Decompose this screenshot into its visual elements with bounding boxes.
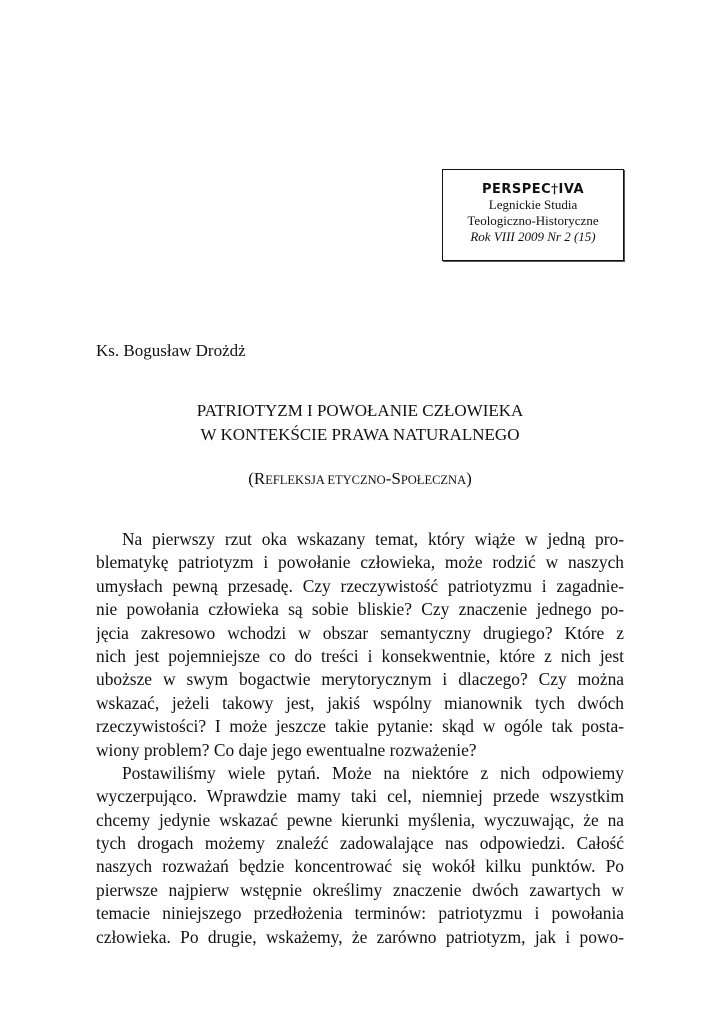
journal-name [443, 182, 623, 197]
subtitle-close: ) [466, 469, 472, 488]
body-line: chcemy jedynie wskazać pewne kierunki myślenia, wyczuwając, że na [96, 809, 624, 830]
journal-subtitle-2: Teologiczno-Historyczne [467, 213, 599, 228]
journal-info-box [442, 169, 624, 261]
body-line: pierwsze najpierw wstępnie określimy znaczenie dwóch zawartych w [96, 879, 624, 900]
body-line: rzeczywistości? I może jeszcze takie pytanie: skąd w ogóle tak posta- [96, 716, 624, 737]
journal-name-cross: † [551, 182, 559, 197]
subtitle-part-1: EFLEKSJA ETYCZNO [265, 473, 386, 487]
body-line: Postawiliśmy wiele pytań. Może na niektóre z nich odpowiemy [122, 762, 624, 783]
body-line: Na pierwszy rzut oka wskazany temat, który wiąże w jedną pro- [122, 529, 624, 549]
journal-name-part1: PERSPEC [481, 182, 552, 197]
journal-issue: Rok VIII 2009 Nr 2 (15) [470, 229, 596, 244]
title-line-2: W KONTEKŚCIE PRAWA NATURALNEGO [200, 425, 520, 444]
journal-name-part2: IVA [558, 182, 585, 197]
article-subtitle [96, 469, 624, 489]
body-line: umysłach pewną przesadę. Czy rzeczywistość patriotyzmu i zagadnie- [96, 575, 624, 596]
body-line: wiony problem? Co daje jego ewentualne rozważenie? [96, 739, 477, 760]
body-line: temacie niniejszego przedłożenia terminów: patriotyzmu i powołania [96, 903, 624, 924]
body-line: nich jest pojemniejsze co do treści i konsekwentnie, które z nich jest [96, 645, 624, 666]
journal-subtitle-1: Legnickie Studia [488, 197, 578, 212]
body-line: uboższe w swym bogactwie merytorycznym i dlaczego? Czy można [96, 669, 624, 690]
body-text [96, 528, 624, 949]
body-line: tych drogach możemy znaleźć zadowalające nas odpowiedzi. Całość [96, 833, 624, 854]
title-line-1: PATRIOTYZM I POWOŁANIE CZŁOWIEKA [196, 401, 524, 420]
subtitle-part-2: POŁECZNA [400, 473, 467, 487]
body-line: wskazać, jeżeli takowy jest, jakiś wspólny mianownik tych dwóch [96, 692, 624, 713]
body-line: blematykę patriotyzm i powołanie człowieka, może rodzić w naszych [96, 552, 624, 573]
body-line: naszych rozważań będzie koncentrować się wokół kilku punktów. Po [96, 856, 624, 877]
body-line: jęcia zakresowo wchodzi w obszar semantyczny drugiego? Które z [96, 622, 624, 643]
body-line: nie powołania człowieka są sobie bliskie? Czy znaczenie jednego po- [96, 599, 624, 620]
author-name: Ks. Bogusław Drożdż [96, 341, 246, 360]
body-line: wyczerpująco. Wprawdzie mamy taki cel, niemniej przede wszystkim [96, 786, 624, 807]
subtitle-open: (R [248, 469, 266, 488]
subtitle-dash: -S [385, 469, 401, 488]
body-line: człowieka. Po drugie, wskażemy, że zarówno patriotyzm, jak i powo- [96, 926, 624, 947]
